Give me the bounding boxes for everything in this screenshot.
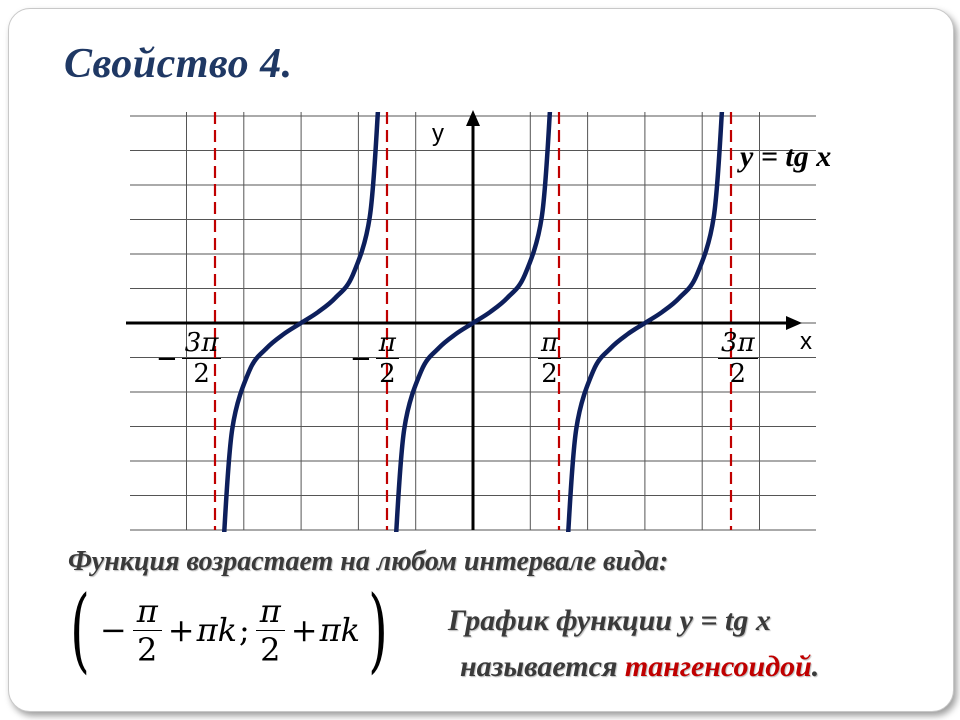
conclusion-period: .: [811, 650, 820, 683]
conclusion-line-1: График функции у = tg x: [448, 604, 771, 637]
separator: ;: [238, 611, 250, 649]
tick-numerator: 3π: [184, 328, 219, 358]
tick-sign: −: [156, 343, 178, 374]
y-axis-label: y: [432, 120, 444, 147]
conclusion-line-2-text: называется: [460, 650, 625, 683]
tangentoid-term: тангенсоидой: [624, 650, 812, 683]
slide-title: Свойство 4.: [64, 41, 293, 87]
fraction-denominator: 2: [137, 630, 158, 669]
open-paren: (: [70, 576, 90, 683]
fraction-numerator: π: [136, 591, 158, 630]
close-paren: ): [368, 576, 388, 683]
tick-denominator: 2: [193, 359, 210, 389]
function-label: y = tg x: [740, 140, 832, 173]
tick-label-pi-2: [538, 330, 561, 387]
pi-k-term: πk: [196, 611, 237, 649]
tick-numerator: 3π: [721, 328, 755, 358]
tick-numerator: π: [378, 328, 396, 358]
conclusion-text: [448, 598, 819, 690]
tick-denominator: 2: [729, 359, 747, 389]
tick-label-neg-pi-2: [350, 330, 399, 387]
plus-sign: +: [290, 611, 318, 649]
tick-label-3pi-2: [718, 330, 758, 387]
pi-k-term: πk: [319, 611, 361, 649]
fraction-numerator: π: [259, 591, 281, 630]
interval-formula: [62, 576, 396, 683]
tick-numerator: π: [541, 328, 559, 358]
conclusion-line-2: [448, 644, 819, 690]
x-axis-label: x: [800, 328, 812, 355]
monotonic-statement: Функция возрастает на любом интервале вида:: [68, 546, 669, 577]
fraction-denominator: 2: [260, 630, 281, 669]
tick-denominator: 2: [379, 359, 396, 389]
y-axis-arrow: [466, 110, 480, 126]
minus-sign: −: [99, 611, 127, 649]
tick-label-neg-3pi-2: [156, 330, 221, 387]
tick-sign: −: [350, 343, 372, 374]
tick-denominator: 2: [541, 359, 558, 389]
plus-sign: +: [167, 611, 195, 649]
